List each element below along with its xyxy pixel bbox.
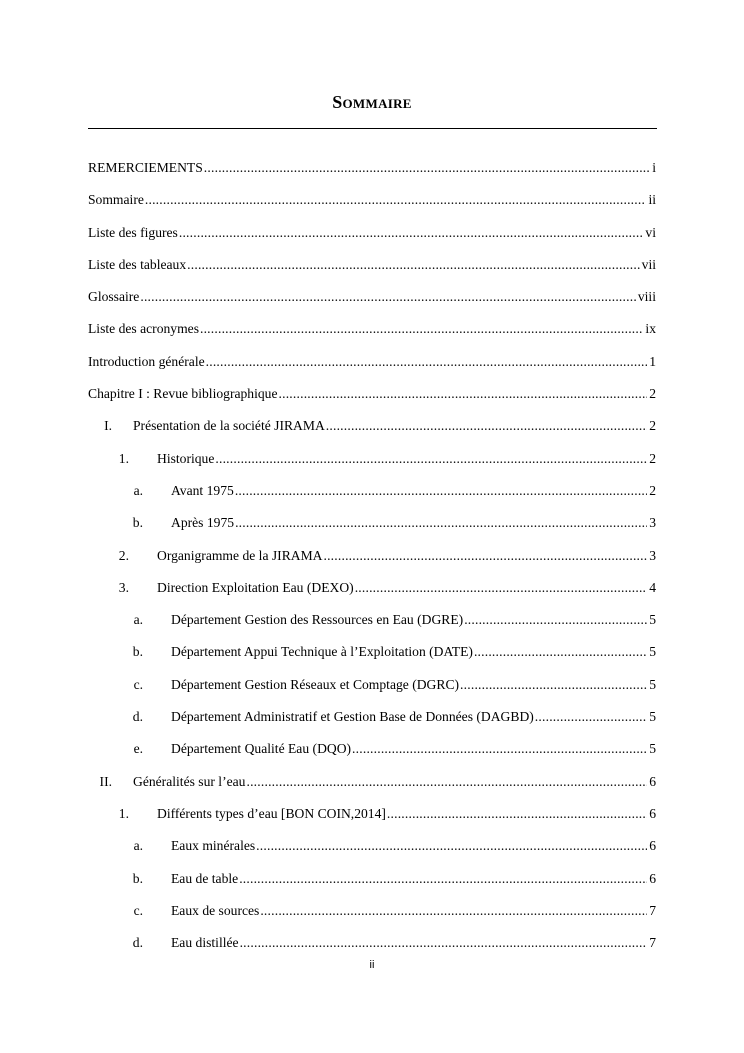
toc-entry-number: a.: [133, 612, 143, 628]
dot-leader: [460, 676, 647, 693]
toc-entry-title[interactable]: Département Administratif et Gestion Base de Données (DAGBD): [171, 709, 534, 725]
toc-entry-page[interactable]: 1: [649, 353, 656, 369]
dot-leader: [240, 934, 648, 951]
toc-entry-page[interactable]: 3: [649, 547, 656, 563]
dot-leader: [187, 256, 639, 273]
toc-entry-title[interactable]: Département Gestion Réseaux et Comptage (DGRC): [171, 676, 460, 692]
dot-leader: [246, 773, 647, 790]
toc-entry-page[interactable]: 6: [649, 838, 656, 854]
toc-entry-page[interactable]: ix: [645, 321, 656, 337]
toc-entry-page[interactable]: 6: [649, 773, 656, 789]
toc-entry[interactable]: [88, 643, 656, 675]
toc-entry-number: 3.: [118, 579, 129, 595]
dot-leader: [256, 837, 647, 854]
dot-leader: [140, 288, 636, 305]
table-of-contents: [88, 159, 656, 966]
toc-entry-title[interactable]: Direction Exploitation Eau (DEXO): [157, 579, 354, 595]
toc-entry[interactable]: [88, 579, 656, 611]
toc-entry-title[interactable]: Liste des figures: [88, 224, 178, 240]
dot-leader: [239, 870, 647, 887]
toc-entry-title[interactable]: Sommaire: [88, 192, 144, 208]
toc-entry-title[interactable]: Eaux minérales: [171, 838, 256, 854]
toc-entry-title[interactable]: Glossaire: [88, 289, 140, 305]
toc-entry-number: II.: [99, 773, 112, 789]
toc-entry[interactable]: [88, 482, 656, 514]
toc-entry-title[interactable]: Eau de table: [171, 870, 239, 886]
toc-entry-page[interactable]: ii: [648, 192, 656, 208]
toc-entry-page[interactable]: viii: [637, 289, 656, 305]
toc-entry-page[interactable]: 2: [649, 482, 656, 498]
toc-entry-page[interactable]: 5: [649, 741, 656, 757]
dot-leader: [279, 385, 648, 402]
dot-leader: [145, 191, 647, 208]
toc-entry-number: d.: [132, 709, 143, 725]
toc-entry-title[interactable]: Eau distillée: [171, 935, 239, 951]
toc-entry-page[interactable]: 7: [649, 935, 656, 951]
dot-leader: [235, 482, 647, 499]
toc-entry[interactable]: [88, 385, 656, 417]
toc-entry[interactable]: [88, 611, 656, 643]
toc-entry-number: c.: [133, 902, 143, 918]
toc-entry-page[interactable]: 7: [649, 902, 656, 918]
toc-entry[interactable]: [88, 320, 656, 352]
toc-entry[interactable]: [88, 902, 656, 934]
toc-entry-page[interactable]: 5: [649, 612, 656, 628]
dot-leader: [535, 708, 647, 725]
toc-entry[interactable]: [88, 740, 656, 772]
toc-entry[interactable]: [88, 417, 656, 449]
toc-entry-page[interactable]: 5: [649, 676, 656, 692]
toc-entry-number: 1.: [118, 450, 129, 466]
dot-leader: [474, 643, 647, 660]
dot-leader: [355, 579, 648, 596]
toc-entry-number: 1.: [118, 805, 129, 821]
toc-entry-title[interactable]: Département Qualité Eau (DQO): [171, 741, 352, 757]
toc-entry-title[interactable]: Chapitre I : Revue bibliographique: [88, 386, 278, 402]
toc-entry-page[interactable]: vii: [641, 256, 656, 272]
toc-entry[interactable]: [88, 870, 656, 902]
toc-entry-title[interactable]: Généralités sur l’eau: [133, 773, 246, 789]
toc-entry[interactable]: [88, 805, 656, 837]
toc-entry[interactable]: [88, 708, 656, 740]
toc-entry-title[interactable]: REMERCIEMENTS: [88, 160, 203, 175]
dot-leader: [204, 159, 650, 176]
toc-entry-number: a.: [133, 482, 143, 498]
dot-leader: [215, 450, 647, 467]
dot-leader: [260, 902, 647, 919]
page-number: ii: [369, 959, 375, 971]
toc-entry-number: d.: [132, 935, 143, 951]
toc-entry-title[interactable]: Historique: [157, 450, 215, 466]
dot-leader: [326, 417, 647, 434]
toc-entry-page[interactable]: 6: [649, 870, 656, 886]
toc-entry-title[interactable]: Département Gestion des Ressources en Eau (DGRE): [171, 612, 464, 628]
toc-entry-number: b.: [132, 515, 143, 531]
toc-entry-title[interactable]: Organigramme de la JIRAMA: [157, 547, 323, 563]
toc-entry[interactable]: [88, 837, 656, 869]
toc-entry-title[interactable]: Avant 1975: [171, 482, 234, 498]
toc-entry-title[interactable]: Eaux de sources: [171, 902, 260, 918]
toc-entry[interactable]: [88, 547, 656, 579]
toc-entry-page[interactable]: 5: [649, 709, 656, 725]
toc-entry[interactable]: [88, 224, 656, 256]
toc-entry[interactable]: [88, 450, 656, 482]
toc-entry-page[interactable]: i: [652, 160, 656, 175]
toc-entry-number: I.: [104, 418, 112, 434]
toc-entry-title[interactable]: Département Appui Technique à l’Exploitation (DATE): [171, 644, 473, 660]
toc-entry-number: e.: [133, 741, 143, 757]
toc-entry[interactable]: [88, 514, 656, 546]
dot-leader: [200, 320, 643, 337]
toc-entry-page[interactable]: 4: [649, 579, 656, 595]
toc-entry-number: a.: [133, 838, 143, 854]
toc-entry[interactable]: [88, 773, 656, 805]
toc-entry-page[interactable]: 3: [649, 515, 656, 531]
toc-entry-number: 2.: [118, 547, 129, 563]
toc-entry-title[interactable]: Liste des acronymes: [88, 321, 199, 337]
toc-entry-page[interactable]: vi: [645, 224, 656, 240]
toc-entry[interactable]: [88, 256, 656, 288]
toc-entry[interactable]: [88, 353, 656, 385]
dot-leader: [179, 224, 644, 241]
toc-entry-page[interactable]: 5: [649, 644, 656, 660]
toc-entry[interactable]: [88, 676, 656, 708]
title-divider: [88, 128, 657, 129]
toc-entry-title[interactable]: Introduction générale: [88, 353, 205, 369]
dot-leader: [464, 611, 647, 628]
dot-leader: [387, 805, 647, 822]
dot-leader: [235, 514, 647, 531]
toc-entry[interactable]: [88, 288, 656, 320]
toc-entry-number: b.: [132, 644, 143, 660]
dot-leader: [206, 353, 648, 370]
toc-entry-number: c.: [133, 676, 143, 692]
toc-entry-page[interactable]: 6: [649, 805, 656, 821]
toc-entry-page[interactable]: 2: [649, 386, 656, 402]
toc-entry-title[interactable]: Liste des tableaux: [88, 256, 187, 272]
toc-entry-title[interactable]: Différents types d’eau [BON COIN,2014]: [157, 805, 386, 821]
page-title: Sommaire: [332, 92, 412, 112]
toc-entry[interactable]: [88, 191, 656, 223]
toc-entry-page[interactable]: 2: [649, 418, 656, 434]
toc-entry-title[interactable]: Présentation de la société JIRAMA: [133, 418, 325, 434]
toc-entry-page[interactable]: 2: [649, 450, 656, 466]
dot-leader: [323, 547, 647, 564]
dot-leader: [352, 740, 647, 757]
toc-entry-number: b.: [132, 870, 143, 886]
toc-entry-title[interactable]: Après 1975: [171, 515, 235, 531]
toc-entry[interactable]: [88, 159, 656, 191]
